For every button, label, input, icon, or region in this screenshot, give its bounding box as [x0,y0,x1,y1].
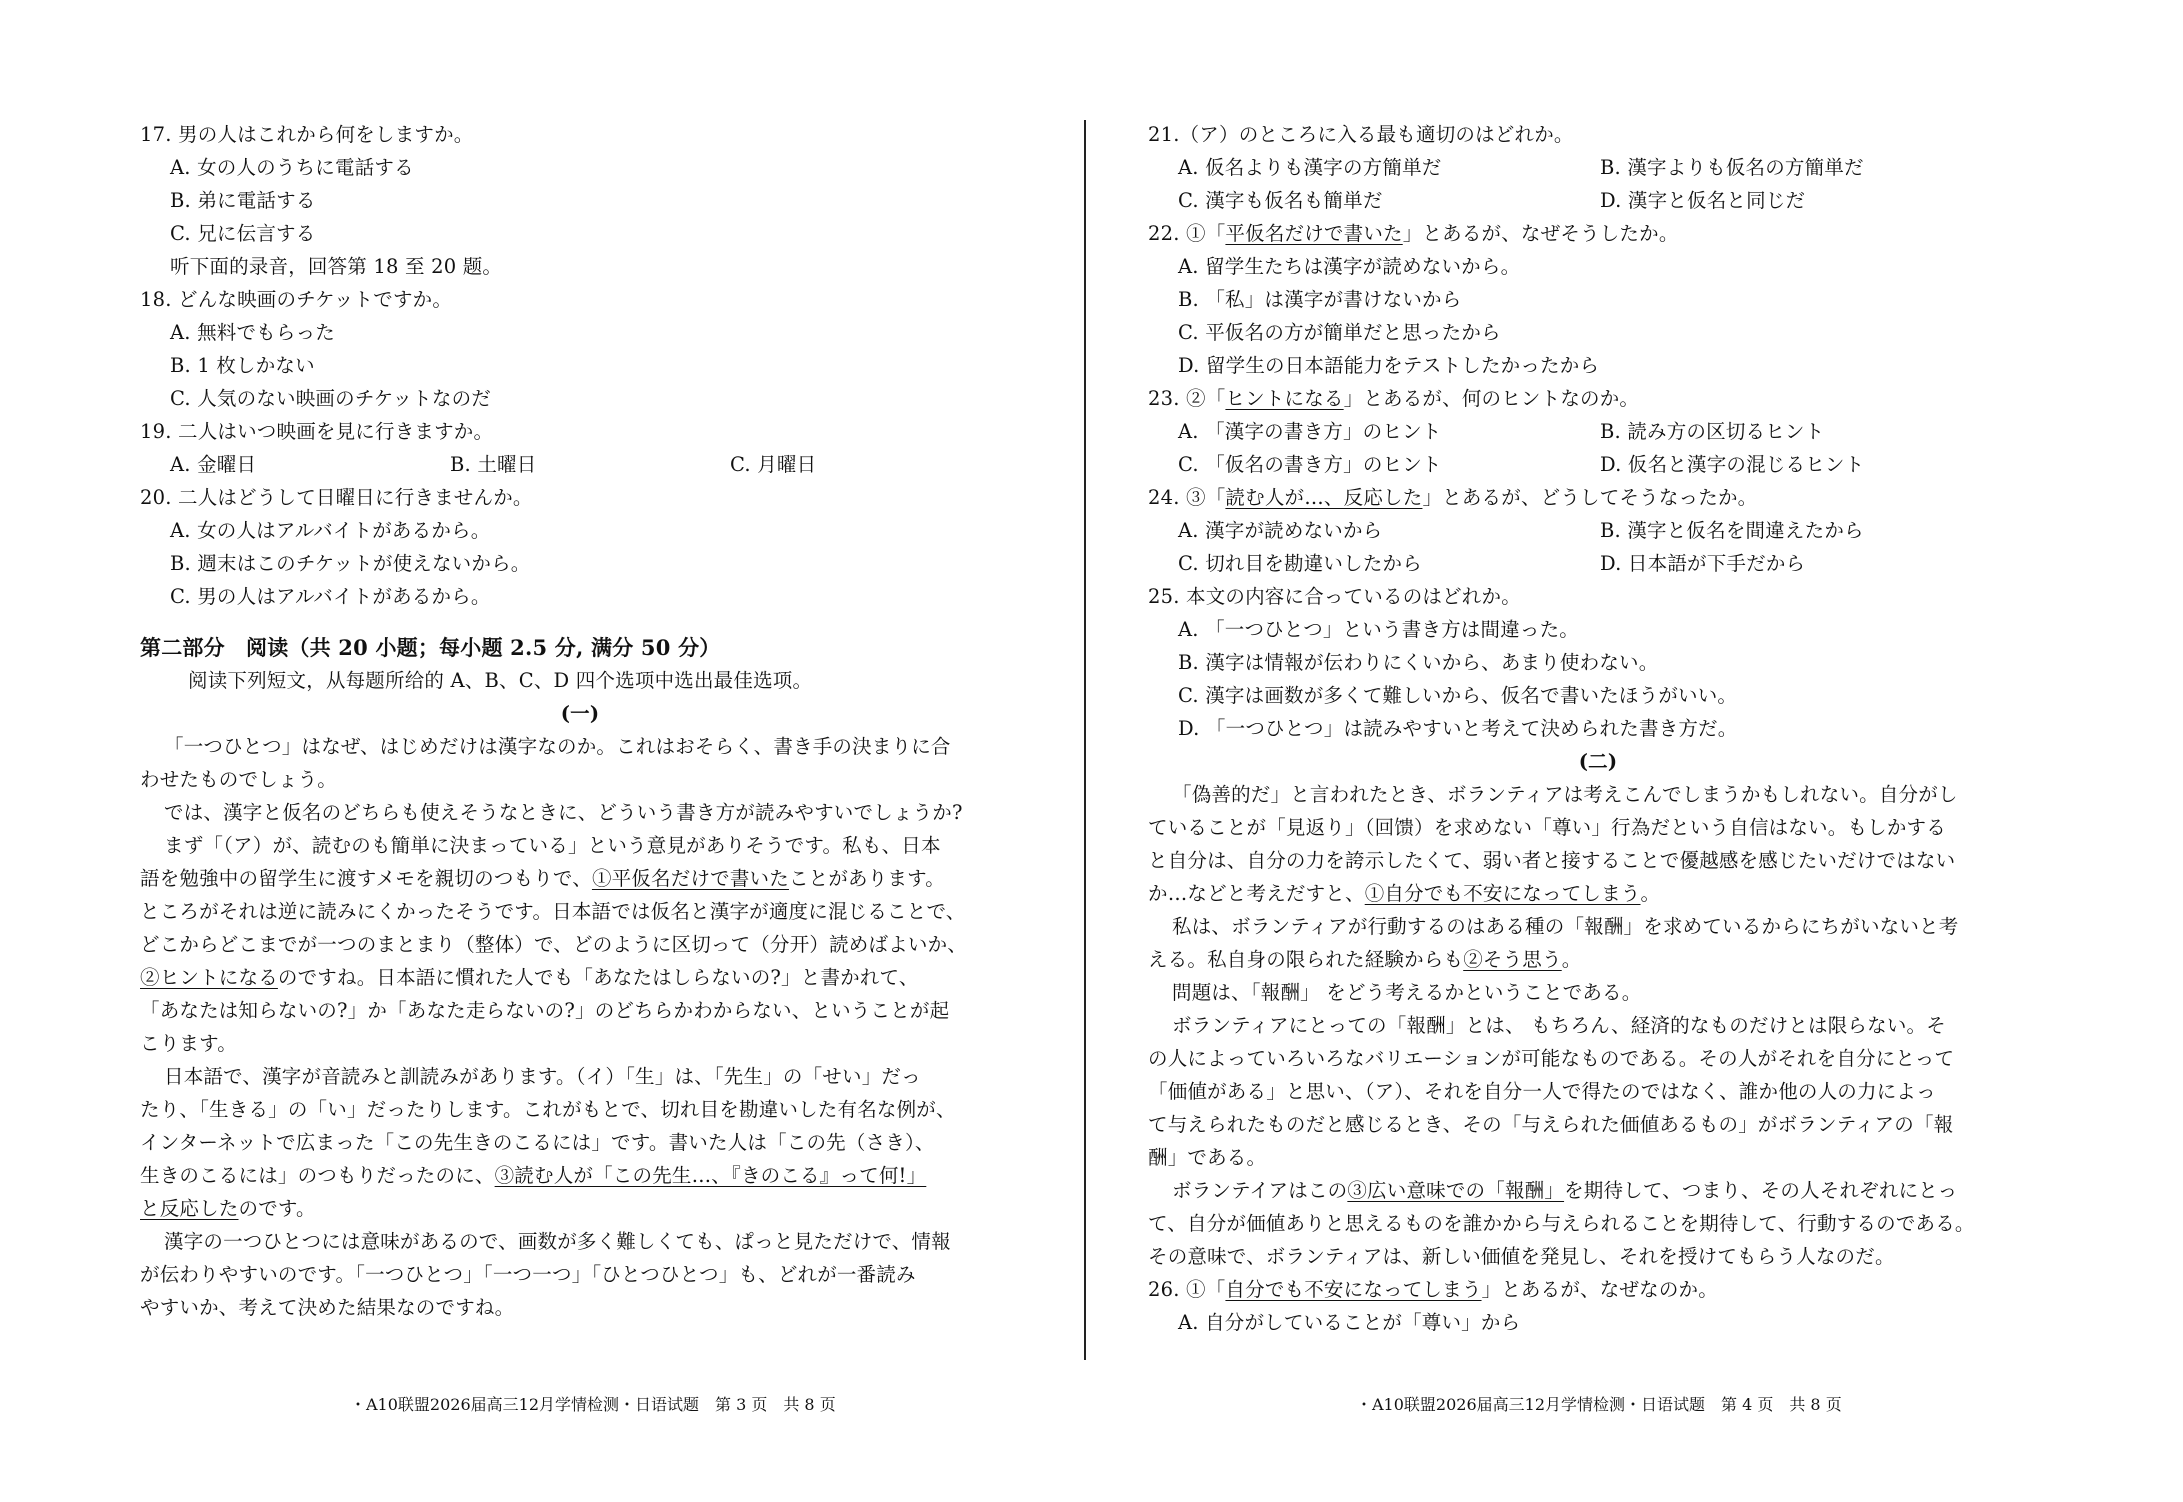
question-26: 26. ①「自分でも不安になってしまう」とあるが、なぜなのか。 [1148,1278,1718,1301]
option-19a: A. 金曜日 [170,453,257,476]
passage2-line: 「価値がある」と思い、（ア）、それを自分一人で得たのではなく、誰か他の人の力によっ [1148,1080,1936,1103]
question-25: 25. 本文の内容に合っているのはどれか。 [1148,585,1521,608]
passage1-line: ところがそれは逆に読みにくかったそうです。日本語では仮名と漢字が適度に混じることで、 [140,900,966,923]
option-25d: D. 「一つひとつ」は読みやすいと考えて決められた書き方だ。 [1178,717,1738,740]
option-23c: C. 「仮名の書き方」のヒント [1178,453,1442,476]
underline-3a: ③読む人が「この先生…、『きのこる』って何!」 [494,1164,927,1187]
passage1-line: 「一つひとつ」はなぜ、はじめだけは漢字なのか。これはおそらく、書き手の決まりに合 [164,735,951,758]
passage1-line: たり、「生きる」の「い」だったりします。これがもとで、切れ目を勘違いした有名な例が、 [140,1098,956,1121]
passage1-label: (一) [560,702,600,725]
options-23-cd [1148,448,2048,481]
part2-instruction: 阅读下列短文，从每题所给的 A、B、C、D 四个选项中选出最佳选项。 [188,669,813,692]
option-22d: D. 留学生の日本語能力をテストしたかったから [1178,354,1600,377]
passage1-line: 日本語で、漢字が音読みと訓読みがあります。（イ）「生」は、「先生」の「せい」だっ [164,1065,921,1088]
underline-1: ①平仮名だけで書いた [591,867,789,890]
option-21a: A. 仮名よりも漢字の方簡単だ [1178,156,1442,179]
underline-2: ②ヒントになる [140,966,278,989]
passage2-line: て、自分が価値ありと思えるものを誰かから与えられることを期待して、行動するのである。 [1148,1212,1975,1235]
part2-title: 第二部分 阅读（共 20 小题；每小题 2.5 分, 满分 50 分） [140,635,721,660]
passage1-line: 「あなたは知らないの?」か「あなた走らないの?」のどちらかわからない、ということが起 [140,999,950,1022]
passage2-line: 問題は、「報酬」 をどう考えるかということである。 [1172,981,1642,1004]
passage1-line: わせたものでしょう。 [140,768,338,791]
passage1-line: と反応したのです。 [140,1197,316,1220]
passage2-line: と自分は、自分の力を誇示したくて、弱い者と接することで優越感を感じたいだけではない [1148,849,1956,872]
passage1-line: インターネットで広まった「この先生きのこるには」です。書いた人は「この先（さき）、 [140,1131,935,1154]
question-19: 19. 二人はいつ映画を見に行きますか。 [140,420,494,443]
passage2-label: (二) [1578,750,1618,773]
passage2-line: 酬」である。 [1148,1146,1267,1169]
passage2-line: ていることが「見返り」（回馈）を求めない「尊い」行為だという自信はない。もしかする [1148,816,1946,839]
passage2-line: ボランテイアはこの③広い意味での「報酬」を期待して、つまり、その人それぞれにとっ [1172,1179,1958,1202]
passage2-line: か…などと考えだすと、①自分でも不安になってしまう。 [1148,882,1661,905]
option-25c: C. 漢字は画数が多くて難しいから、仮名で書いたほうがいい。 [1178,684,1738,707]
option-19b: B. 土曜日 [450,453,537,476]
footer-page-4: ・A10联盟2026届高三12月学情检测・日语试题 第 4 页 共 8 页 [1356,1395,1842,1414]
passage1-line: やすいか、考えて決めた結果なのですね。 [140,1296,515,1319]
question-23: 23. ②「ヒントになる」とあるが、何のヒントなのか。 [1148,387,1640,410]
option-20c: C. 男の人はアルバイトがあるから。 [170,585,491,608]
option-17b: B. 弟に電話する [170,189,316,212]
passage2-line: の人によっていろいろなバリエーションが可能なものである。その人がそれを自分にとって [1148,1047,1955,1070]
question-21: 21.（ア）のところに入る最も適切のはどれか。 [1148,123,1574,146]
option-25a: A. 「一つひとつ」という書き方は間違った。 [1178,618,1579,641]
option-20b: B. 週末はこのチケットが使えないから。 [170,552,531,575]
option-18a: A. 無料でもらった [170,321,335,344]
option-23a: A. 「漢字の書き方」のヒント [1178,420,1442,443]
underline-3b: と反応した [140,1197,239,1220]
options-24-ab [1148,514,2048,547]
passage1-line: が伝わりやすいのです。「一つひとつ」「一つ一つ」「ひとつひとつ」も、どれが一番読み [140,1263,916,1286]
option-24c: C. 切れ目を勘違いしたから [1178,552,1422,575]
passage2-line: て与えられたものだと感じるとき、その「与えられた価値あるもの」がボランティアの「報 [1148,1113,1954,1136]
option-26a: A. 自分がしていることが「尊い」から [1178,1311,1521,1334]
option-20a: A. 女の人はアルバイトがあるから。 [170,519,491,542]
passage2-line: 私は、ボランティアが行動するのはある種の「報酬」を求めているからにちがいないと考 [1172,915,1959,938]
option-24d: D. 日本語が下手だから [1600,552,1806,575]
passage1-line: こります。 [140,1032,237,1055]
passage-2 [1148,778,2048,1273]
option-17a: A. 女の人のうちに電話する [170,156,414,179]
passage2-line: その意味で、ボランティアは、新しい価値を発見し、それを授けてもらう人なのだ。 [1148,1245,1895,1268]
option-23b: B. 読み方の区切るヒント [1600,420,1825,443]
passage-1 [140,730,1020,1324]
right-page [1148,118,2048,1339]
option-21c: C. 漢字も仮名も簡単だ [1178,189,1383,212]
option-18c: C. 人気のない映画のチケットなのだ [170,387,491,410]
options-23-ab [1148,415,2048,448]
passage1-line: では、漢字と仮名のどちらも使えそうなときに、どういう書き方が読みやすいでしょうか? [164,801,963,824]
passage1-line: ②ヒントになるのですね。日本語に慣れた人でも「あなたはしらないの?」と書かれて、 [140,966,919,989]
options-24-cd [1148,547,2048,580]
underline-p2-2: ②そう思う [1463,948,1562,971]
passage1-line: まず「（ア）が、読むのも簡単に決まっている」という意見がありそうです。私も、日本 [164,834,941,857]
option-19c: C. 月曜日 [730,453,817,476]
option-22c: C. 平仮名の方が簡単だと思ったから [1178,321,1501,344]
option-24a: A. 漢字が読めないから [1178,519,1383,542]
underline-p2-3: ③広い意味での「報酬」 [1347,1179,1565,1202]
option-22b: B. 「私」は漢字が書けないから [1178,288,1462,311]
options-21-cd [1148,184,2048,217]
option-21d: D. 漢字と仮名と同じだ [1600,189,1806,212]
column-divider [1084,120,1086,1360]
passage2-line: える。私自身の限られた経験からも②そう思う。 [1148,948,1582,971]
passage1-line: 漢字の一つひとつには意味があるので、画数が多く難しくても、ぱっと見ただけで、情報 [164,1230,951,1253]
options-21-ab [1148,151,2048,184]
option-22a: A. 留学生たちは漢字が読めないから。 [1178,255,1521,278]
footer-page-3: ・A10联盟2026届高三12月学情检测・日语试题 第 3 页 共 8 页 [350,1395,836,1414]
option-23d: D. 仮名と漢字の混じるヒント [1600,453,1865,476]
question-20: 20. 二人はどうして日曜日に行きませんか。 [140,486,533,509]
option-25b: B. 漢字は情報が伝わりにくいから、あまり使わない。 [1178,651,1659,674]
question-18: 18. どんな映画のチケットですか。 [140,288,453,311]
option-17c: C. 兄に伝言する [170,222,316,245]
passage1-line: 生きのこるには」のつもりだったのに、③読む人が「この先生…、『きのこる』って何!」 [140,1164,927,1187]
option-21b: B. 漢字よりも仮名の方簡単だ [1600,156,1864,179]
question-24: 24. ③「読む人が…、反応した」とあるが、どうしてそうなったか。 [1148,486,1758,509]
options-19 [140,448,1020,481]
instruction-18-20: 听下面的录音，回答第 18 至 20 题。 [170,255,503,278]
option-18b: B. 1 枚しかない [170,354,315,377]
left-page [140,118,1020,1324]
passage2-line: 「偽善的だ」と言われたとき、ボランティアは考えこんでしまうかもしれない。自分がし [1172,783,1958,806]
option-24b: B. 漢字と仮名を間違えたから [1600,519,1864,542]
question-22: 22. ①「平仮名だけで書いた」とあるが、なぜそうしたか。 [1148,222,1679,245]
passage2-line: ボランティアにとっての「報酬」とは、 もちろん、経済的なものだけとは限らない。そ [1172,1014,1946,1037]
underline-p2-1: ①自分でも不安になってしまう [1364,882,1641,905]
passage1-line: どこからどこまでが一つのまとまり（整体）で、どのように区切って（分开）読めばよいか、 [140,933,968,956]
question-17: 17. 男の人はこれから何をしますか。 [140,123,474,146]
passage1-line: 語を勉強中の留学生に渡すメモを親切のつもりで、①平仮名だけで書いたことがあります。 [140,867,945,890]
